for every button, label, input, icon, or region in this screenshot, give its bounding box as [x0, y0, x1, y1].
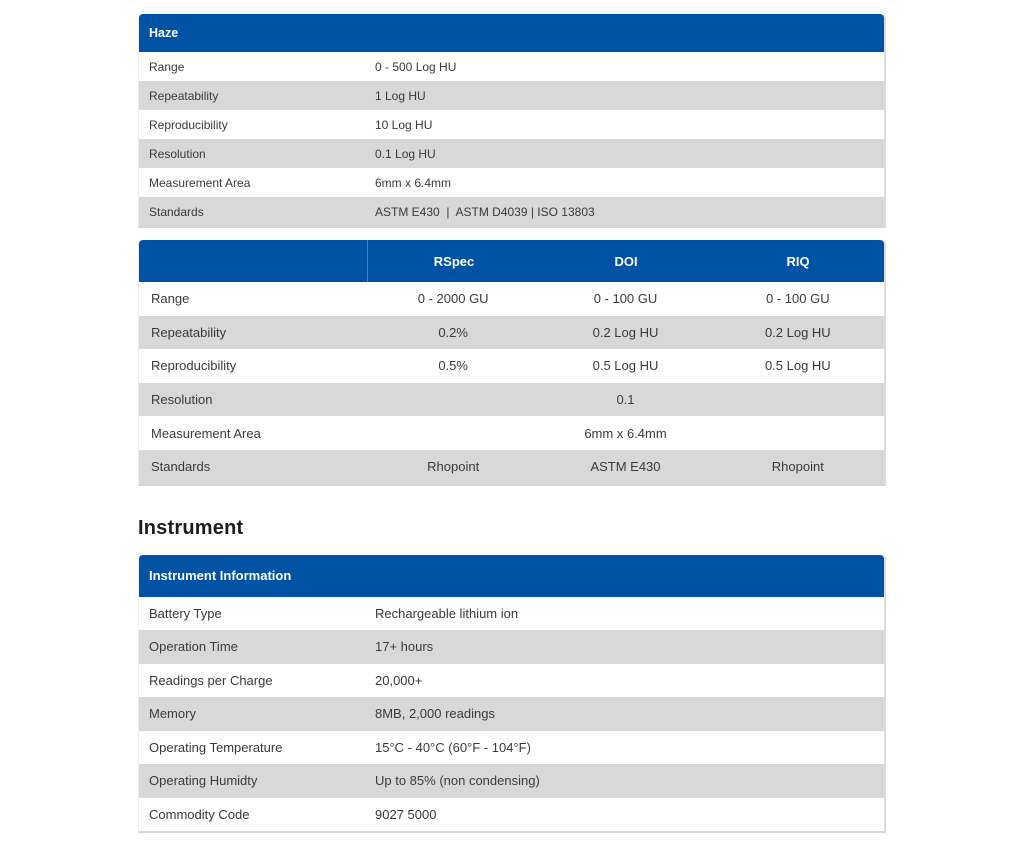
table-row — [139, 197, 884, 226]
row-value: 20,000+ — [375, 672, 423, 688]
instrument-information-table — [138, 555, 886, 834]
row-value: 1 Log HU — [375, 88, 426, 103]
cell-riq: Rhopoint — [771, 459, 824, 475]
table-row — [139, 798, 884, 832]
column-header-riq: RIQ — [786, 253, 810, 269]
row-label: Resolution — [149, 146, 206, 161]
row-label: Range — [151, 291, 190, 307]
row-value: 15°C - 40°C (60°F - 104°F) — [375, 739, 531, 755]
table-row — [139, 450, 884, 484]
row-label: Resolution — [151, 392, 213, 408]
cell-doi: ASTM E430 — [590, 459, 661, 475]
row-label: Memory — [149, 706, 196, 722]
row-value: 10 Log HU — [375, 117, 433, 132]
empty-header-cell — [139, 240, 367, 282]
table-row — [139, 597, 884, 631]
row-label: Range — [149, 59, 185, 74]
row-label: Operation Time — [149, 639, 238, 655]
row-label: Measurement Area — [151, 425, 261, 441]
row-value: 9027 5000 — [375, 806, 437, 822]
cell-riq: 0 - 100 GU — [766, 291, 830, 307]
column-header-doi: DOI — [614, 253, 638, 269]
table-row — [139, 383, 884, 417]
comparison-table-header — [139, 240, 884, 282]
cell-rspec: 0.5% — [438, 358, 468, 374]
table-row — [139, 630, 884, 664]
row-label: Repeatability — [151, 324, 227, 340]
row-label: Measurement Area — [149, 175, 251, 190]
row-label: Standards — [151, 459, 211, 475]
row-value: 17+ hours — [375, 639, 434, 655]
spec-sheet-content — [138, 0, 886, 833]
row-label: Reproducibility — [151, 358, 237, 374]
row-label: Reproducibility — [149, 117, 228, 132]
row-label: Operating Temperature — [149, 739, 283, 755]
table-row — [139, 52, 884, 81]
row-value: 0 - 500 Log HU — [375, 59, 457, 74]
table-row — [139, 664, 884, 698]
table-row — [139, 316, 884, 350]
table-row — [139, 764, 884, 798]
haze-table — [138, 14, 886, 228]
row-label: Commodity Code — [149, 806, 250, 822]
row-label: Operating Humidty — [149, 773, 258, 789]
gloss-comparison-table — [138, 240, 886, 486]
row-label: Repeatability — [149, 88, 219, 103]
section-heading-instrument: Instrument — [138, 516, 244, 539]
table-row — [139, 731, 884, 765]
table-row — [139, 81, 884, 110]
haze-table-header — [139, 14, 884, 52]
table-row — [139, 139, 884, 168]
table-row — [139, 416, 884, 450]
instrument-table-header — [139, 555, 884, 597]
cell-riq: 0.2 Log HU — [764, 324, 831, 340]
row-value: Up to 85% (non condensing) — [375, 773, 540, 789]
row-value: Rechargeable lithium ion — [375, 605, 519, 621]
haze-table-title: Haze — [149, 26, 179, 40]
cell-rspec: 0 - 2000 GU — [417, 291, 489, 307]
table-row — [139, 110, 884, 139]
row-value: ASTM E430 | ASTM D4039 | ISO 13803 — [375, 204, 595, 219]
spanning-cell: 6mm x 6.4mm — [584, 425, 667, 441]
cell-rspec: 0.2% — [438, 324, 468, 340]
table-row — [139, 349, 884, 383]
row-value: 0.1 Log HU — [375, 146, 436, 161]
cell-doi: 0 - 100 GU — [593, 291, 658, 307]
instrument-table-title: Instrument Information — [149, 568, 292, 584]
table-row — [139, 282, 884, 316]
table-row — [139, 697, 884, 731]
cell-rspec: Rhopoint — [427, 459, 480, 475]
spanning-cell: 0.1 — [616, 392, 635, 408]
row-label: Readings per Charge — [149, 672, 273, 688]
cell-doi: 0.5 Log HU — [592, 358, 659, 374]
cell-doi: 0.2 Log HU — [592, 324, 659, 340]
table-row — [139, 168, 884, 197]
cell-riq: 0.5 Log HU — [764, 358, 831, 374]
column-header-rspec: RSpec — [367, 240, 540, 282]
row-label: Standards — [149, 204, 204, 219]
row-label: Battery Type — [149, 605, 222, 621]
row-value: 8MB, 2,000 readings — [375, 706, 495, 722]
row-value: 6mm x 6.4mm — [375, 175, 452, 190]
